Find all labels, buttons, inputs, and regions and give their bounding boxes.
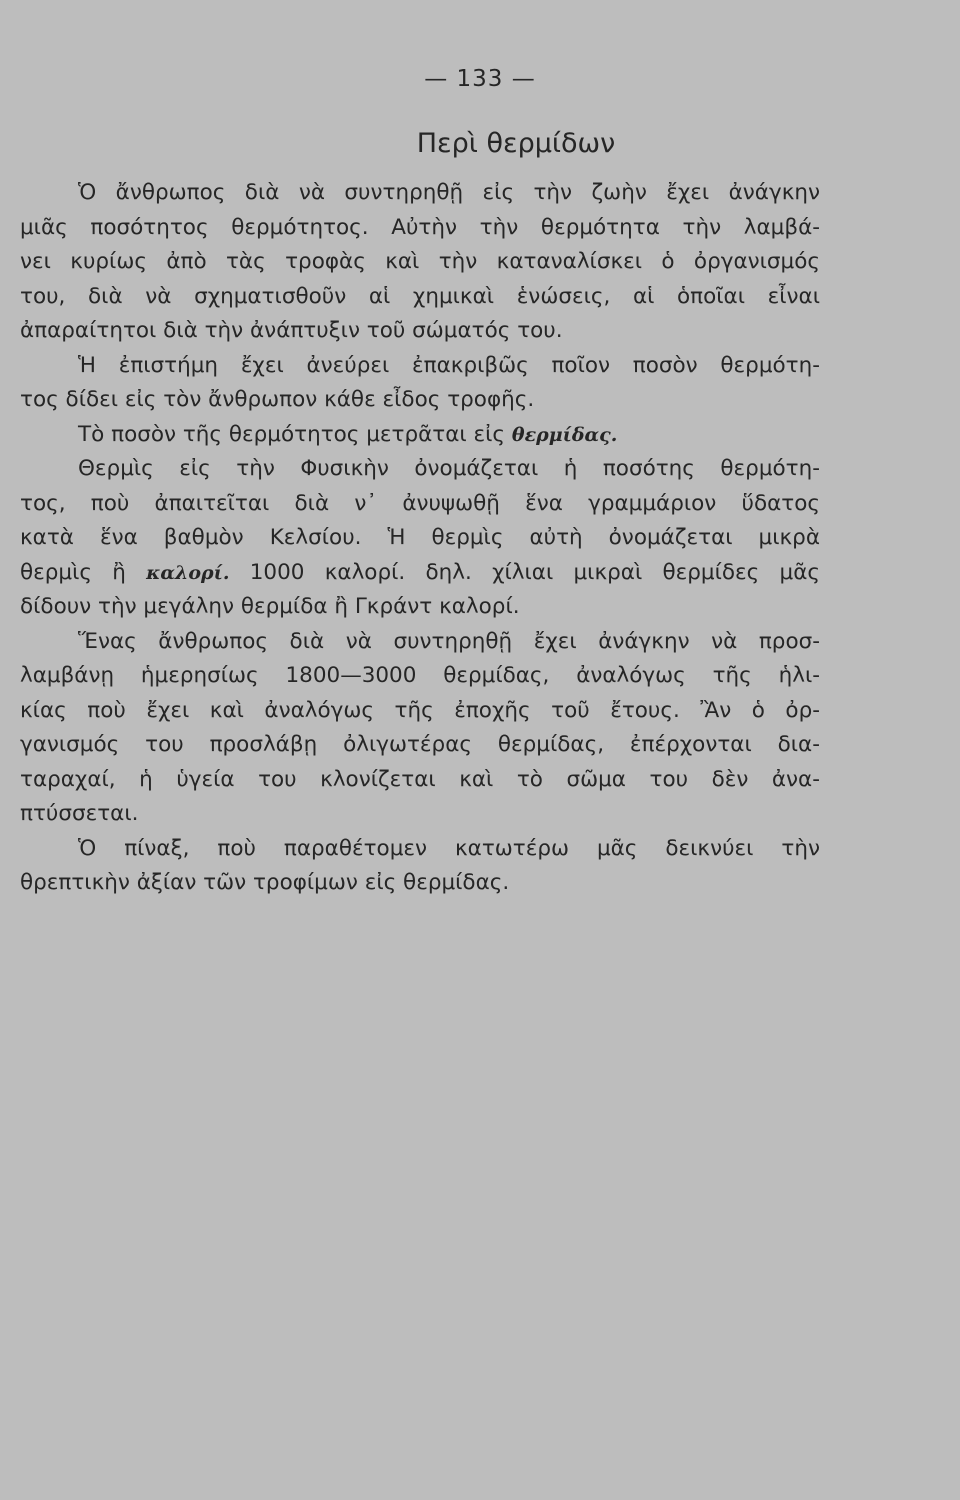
text-line xyxy=(20,763,820,798)
text-line-content: θρεπτικὴν ἀξίαν τῶν τροφίμων εἰς θερμίδας. xyxy=(20,870,510,895)
text-line xyxy=(20,694,820,729)
text-line-content: Ἕνας ἄνθρωπος διὰ νὰ συντηρηθῇ ἔχει ἀνάγκην νὰ προσ- xyxy=(78,628,820,654)
text-line-content: Θερμὶς εἰς τὴν Φυσικὴν ὀνομάζεται ἡ ποσότης θερμότη- xyxy=(78,456,820,481)
text-line xyxy=(20,556,820,591)
text-line-content: ἀπαραίτητοι διὰ τὴν ἀνάπτυξιν τοῦ σώματός του. xyxy=(20,318,563,343)
text-line-content: του, διὰ νὰ σχηματισθοῦν αἱ χημικαὶ ἑνώσεις, αἱ ὁποῖαι εἶναι xyxy=(20,283,820,309)
text-line-content: τος δίδει εἰς τὸν ἄνθρωπον κάθε εἶδος τροφῆς. xyxy=(20,387,535,412)
text-line xyxy=(20,832,820,867)
text-line xyxy=(20,625,820,660)
text-line-content: ταραχαί, ἡ ὑγεία του κλονίζεται καὶ τὸ σῶμα του δὲν ἀνα- xyxy=(20,766,820,792)
text-line xyxy=(20,245,820,280)
text-line xyxy=(20,797,820,832)
text-line-content: γανισμός του προσλάβῃ ὀλιγωτέρας θερμίδας, ἐπέρχονται δια- xyxy=(20,732,820,757)
text-line xyxy=(20,452,820,487)
emphasized-term: καλορί. xyxy=(146,561,230,584)
text-line xyxy=(20,728,820,763)
text-line-content: κίας ποὺ ἔχει καὶ ἀναλόγως τῆς ἐποχῆς τοῦ ἔτους. Ἂν ὁ ὀρ- xyxy=(20,697,820,723)
text-line xyxy=(20,211,820,246)
text-line-content: πτύσσεται. xyxy=(20,801,139,826)
text-line-continuation: 1000 καλορί. δηλ. χίλιαι μικραὶ θερμίδες μᾶς xyxy=(229,559,820,585)
text-line-content: κατὰ ἕνα βαθμὸν Κελσίου. Ἡ θερμὶς αὐτὴ ὀνομάζεται μικρὰ xyxy=(20,525,820,550)
text-line-content: δίδουν τὴν μεγάλην θερμίδα ἢ Γκράντ καλορί. xyxy=(20,594,520,619)
text-line xyxy=(20,866,820,901)
text-line-content: θερμὶς ἢ xyxy=(20,559,147,585)
text-line xyxy=(20,280,820,315)
text-line-content: Ὁ ἄνθρωπος διὰ νὰ συντηρηθῇ εἰς τὴν ζωὴν ἔχει ἀνάγκην xyxy=(78,180,820,205)
text-line-content: μιᾶς ποσότητος θερμότητος. Αὐτὴν τὴν θερμότητα τὴν λαμβά- xyxy=(20,214,820,240)
text-line xyxy=(20,314,820,349)
text-line xyxy=(20,521,820,556)
text-line xyxy=(20,176,820,211)
text-line-content: λαμβάνῃ ἡμερησίως 1800—3000 θερμίδας, ἀναλόγως τῆς ἡλι- xyxy=(20,663,820,688)
text-line-content: Ἡ ἐπιστήμη ἔχει ἀνεύρει ἐπακριβῶς ποῖον ποσὸν θερμότη- xyxy=(78,352,820,378)
page-number: — 133 — xyxy=(424,66,536,92)
text-line xyxy=(20,383,820,418)
emphasized-term: θερμίδας. xyxy=(511,423,618,446)
text-line xyxy=(20,590,820,625)
body-text xyxy=(20,176,820,901)
text-line xyxy=(20,487,820,522)
section-title: Περὶ θερμίδων xyxy=(416,128,616,159)
text-line-content: νει κυρίως ἀπὸ τὰς τροφὰς καὶ τὴν καταναλίσκει ὁ ὀργανισμός xyxy=(20,249,820,274)
text-line-content: Ὁ πίναξ, ποὺ παραθέτομεν κατωτέρω μᾶς δεικνύει τὴν xyxy=(78,835,820,861)
text-line-content: τος, ποὺ ἀπαιτεῖται διὰ ν᾽ ἀνυψωθῇ ἕνα γραμμάριον ὕδατος xyxy=(20,490,820,516)
text-line xyxy=(20,659,820,694)
text-line xyxy=(20,418,820,453)
text-line-content: Τὸ ποσὸν τῆς θερμότητος μετρᾶται εἰς xyxy=(78,421,512,447)
text-line xyxy=(20,349,820,384)
